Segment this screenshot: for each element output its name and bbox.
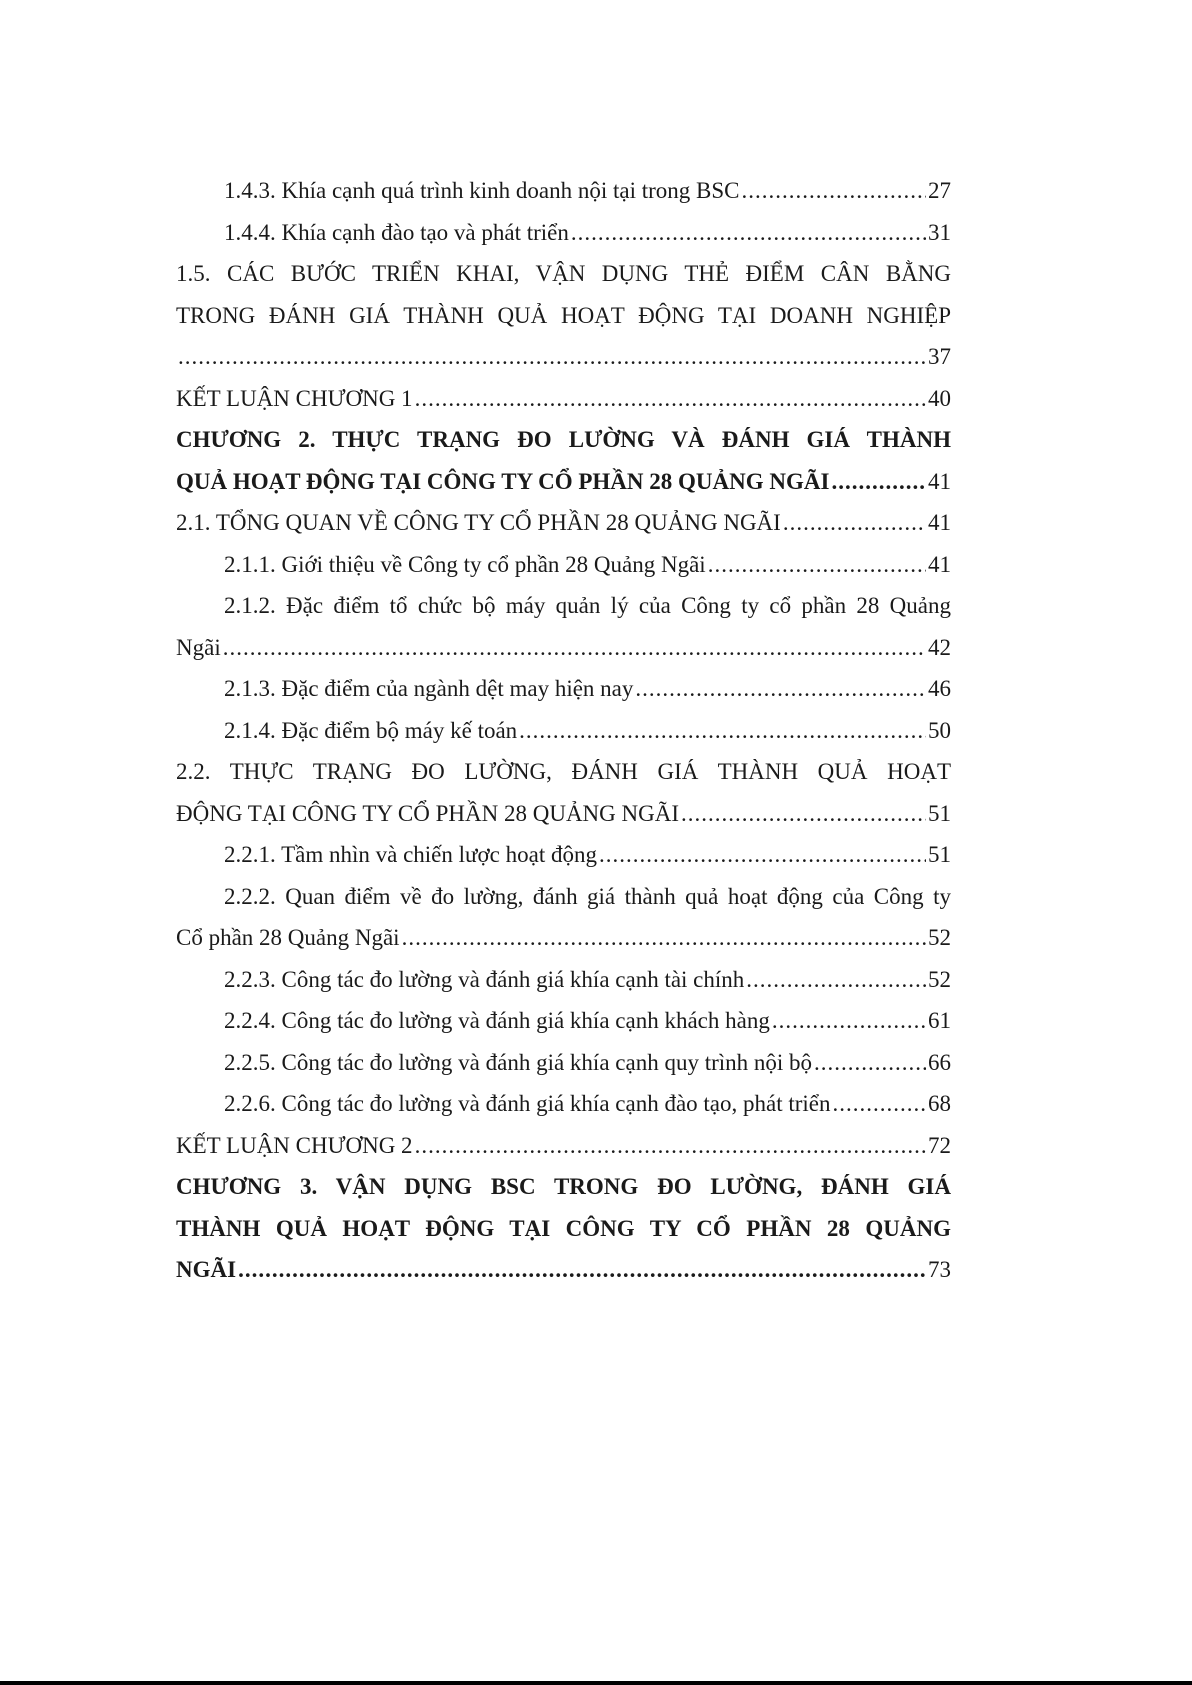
toc-entry-1-5-leader[interactable] bbox=[176, 336, 951, 378]
toc-page-number: 61 bbox=[928, 1008, 951, 1033]
toc-entry-title: 2.1. TỔNG QUAN VỀ CÔNG TY CỔ PHẦN 28 QUẢNG NGÃI bbox=[176, 510, 781, 535]
toc-entry-1-5-line1[interactable]: 1.5. CÁC BƯỚC TRIỂN KHAI, VẬN DỤNG THẺ ĐIỂM CÂN BẰNG bbox=[176, 261, 951, 286]
toc-page-number: 50 bbox=[928, 717, 951, 743]
dot-leader bbox=[402, 917, 926, 959]
toc-entry-2-1-2-line1[interactable]: 2.1.2. Đặc điểm tổ chức bộ máy quản lý của Công ty cổ phần 28 Quảng bbox=[224, 593, 951, 618]
toc-page-number: 42 bbox=[928, 634, 951, 660]
dot-leader bbox=[519, 710, 926, 752]
toc-entry-2-2-line1[interactable]: 2.2. THỰC TRẠNG ĐO LƯỜNG, ĐÁNH GIÁ THÀNH QUẢ HOẠT bbox=[176, 759, 951, 784]
toc-entry-title: ĐỘNG TẠI CÔNG TY CỔ PHẦN 28 QUẢNG NGÃI bbox=[176, 800, 680, 826]
toc-entry-title: Ngãi bbox=[176, 634, 221, 660]
toc-page-number: 31 bbox=[928, 219, 951, 245]
toc-entry-2-1[interactable] bbox=[176, 502, 951, 544]
toc-page-number: 52 bbox=[928, 925, 951, 950]
toc-page-number: 51 bbox=[928, 800, 951, 826]
toc-entry-1-4-4[interactable] bbox=[176, 212, 951, 254]
toc-page-number: 40 bbox=[928, 385, 951, 411]
toc-entry-title: QUẢ HOẠT ĐỘNG TẠI CÔNG TY CỔ PHẦN 28 QUẢNG NGÃI bbox=[176, 468, 830, 494]
toc-entry-2-2-1[interactable] bbox=[176, 834, 951, 876]
dot-leader bbox=[814, 1042, 926, 1084]
toc-entry-title: 2.1.1. Giới thiệu về Công ty cổ phần 28 Quảng Ngãi bbox=[224, 551, 706, 577]
dot-leader bbox=[415, 1125, 926, 1167]
table-of-contents bbox=[176, 170, 951, 1291]
toc-page-number: 41 bbox=[928, 510, 951, 535]
toc-page-number: 51 bbox=[928, 842, 951, 867]
dot-leader bbox=[742, 170, 926, 212]
toc-entry-title: Cổ phần 28 Quảng Ngãi bbox=[176, 925, 400, 950]
toc-entry-2-1-2-line2[interactable] bbox=[176, 627, 951, 669]
page-bottom-edge bbox=[0, 1681, 1192, 1685]
toc-entry-2-1-3[interactable] bbox=[176, 668, 951, 710]
toc-page-number: 73 bbox=[928, 1257, 951, 1282]
toc-page-number: 72 bbox=[928, 1132, 951, 1158]
dot-leader bbox=[746, 959, 926, 1001]
dot-leader bbox=[238, 1249, 926, 1291]
toc-entry-chuong-3-line3[interactable] bbox=[176, 1249, 951, 1291]
toc-entry-chuong-2-line1[interactable]: CHƯƠNG 2. THỰC TRẠNG ĐO LƯỜNG VÀ ĐÁNH GIÁ THÀNH bbox=[176, 427, 951, 452]
toc-page-number: 41 bbox=[928, 551, 951, 577]
dot-leader bbox=[831, 461, 926, 503]
toc-page-number: 27 bbox=[928, 178, 951, 203]
toc-entry-title: 2.2.3. Công tác đo lường và đánh giá khía cạnh tài chính bbox=[224, 966, 745, 992]
dot-leader bbox=[833, 1083, 926, 1125]
toc-page-number: 68 bbox=[928, 1091, 951, 1116]
dot-leader bbox=[772, 1000, 926, 1042]
toc-page-number: 37 bbox=[928, 344, 951, 369]
toc-entry-1-4-3[interactable] bbox=[176, 170, 951, 212]
toc-entry-2-1-4[interactable] bbox=[176, 710, 951, 752]
toc-entry-1-5-line2[interactable]: TRONG ĐÁNH GIÁ THÀNH QUẢ HOẠT ĐỘNG TẠI DOANH NGHIỆP bbox=[176, 302, 951, 328]
toc-entry-2-2-2-line1[interactable]: 2.2.2. Quan điểm về đo lường, đánh giá thành quả hoạt động của Công ty bbox=[224, 883, 951, 909]
toc-entry-title: 2.2.1. Tầm nhìn và chiến lược hoạt động bbox=[224, 842, 597, 867]
dot-leader bbox=[415, 378, 926, 420]
toc-entry-ket-luan-chuong-2[interactable] bbox=[176, 1125, 951, 1167]
toc-entry-2-1-1[interactable] bbox=[176, 544, 951, 586]
toc-page-number: 52 bbox=[928, 966, 951, 992]
toc-entry-chuong-3-line1[interactable]: CHƯƠNG 3. VẬN DỤNG BSC TRONG ĐO LƯỜNG, ĐÁNH GIÁ bbox=[176, 1174, 951, 1199]
toc-entry-title: KẾT LUẬN CHƯƠNG 2 bbox=[176, 1132, 413, 1158]
toc-entry-ket-luan-chuong-1[interactable] bbox=[176, 378, 951, 420]
toc-entry-title: KẾT LUẬN CHƯƠNG 1 bbox=[176, 385, 413, 411]
toc-entry-title: 1.4.3. Khía cạnh quá trình kinh doanh nội tại trong BSC bbox=[224, 178, 740, 203]
toc-entry-2-2-5[interactable] bbox=[176, 1042, 951, 1084]
dot-leader bbox=[783, 502, 926, 544]
toc-page-number: 46 bbox=[928, 676, 951, 701]
toc-entry-2-2-4[interactable] bbox=[176, 1000, 951, 1042]
dot-leader bbox=[635, 668, 926, 710]
toc-entry-title: NGÃI bbox=[176, 1257, 237, 1282]
toc-entry-chuong-3-line2[interactable]: THÀNH QUẢ HOẠT ĐỘNG TẠI CÔNG TY CỔ PHẦN 28 QUẢNG bbox=[176, 1215, 951, 1241]
toc-entry-title: 1.4.4. Khía cạnh đào tạo và phát triển bbox=[224, 219, 569, 245]
toc-entry-title: 2.2.5. Công tác đo lường và đánh giá khía cạnh quy trình nội bộ bbox=[224, 1049, 813, 1075]
toc-page-number: 41 bbox=[928, 468, 951, 494]
dot-leader bbox=[571, 212, 926, 254]
dot-leader bbox=[708, 544, 926, 586]
toc-entry-2-2-6[interactable] bbox=[176, 1083, 951, 1125]
dot-leader bbox=[223, 627, 926, 669]
dot-leader bbox=[681, 793, 926, 835]
toc-entry-chuong-2-line2[interactable] bbox=[176, 461, 951, 503]
toc-entry-title: 2.1.4. Đặc điểm bộ máy kế toán bbox=[224, 717, 518, 743]
dot-leader bbox=[599, 834, 926, 876]
toc-entry-2-2-3[interactable] bbox=[176, 959, 951, 1001]
toc-entry-title: 2.2.6. Công tác đo lường và đánh giá khía cạnh đào tạo, phát triển bbox=[224, 1091, 831, 1116]
toc-page-number: 66 bbox=[928, 1049, 951, 1075]
toc-entry-title: 2.1.3. Đặc điểm của ngành dệt may hiện nay bbox=[224, 676, 634, 701]
dot-leader bbox=[178, 336, 926, 378]
toc-entry-title: 2.2.4. Công tác đo lường và đánh giá khía cạnh khách hàng bbox=[224, 1008, 770, 1033]
toc-entry-2-2-2-line2[interactable] bbox=[176, 917, 951, 959]
toc-entry-2-2-line2[interactable] bbox=[176, 793, 951, 835]
